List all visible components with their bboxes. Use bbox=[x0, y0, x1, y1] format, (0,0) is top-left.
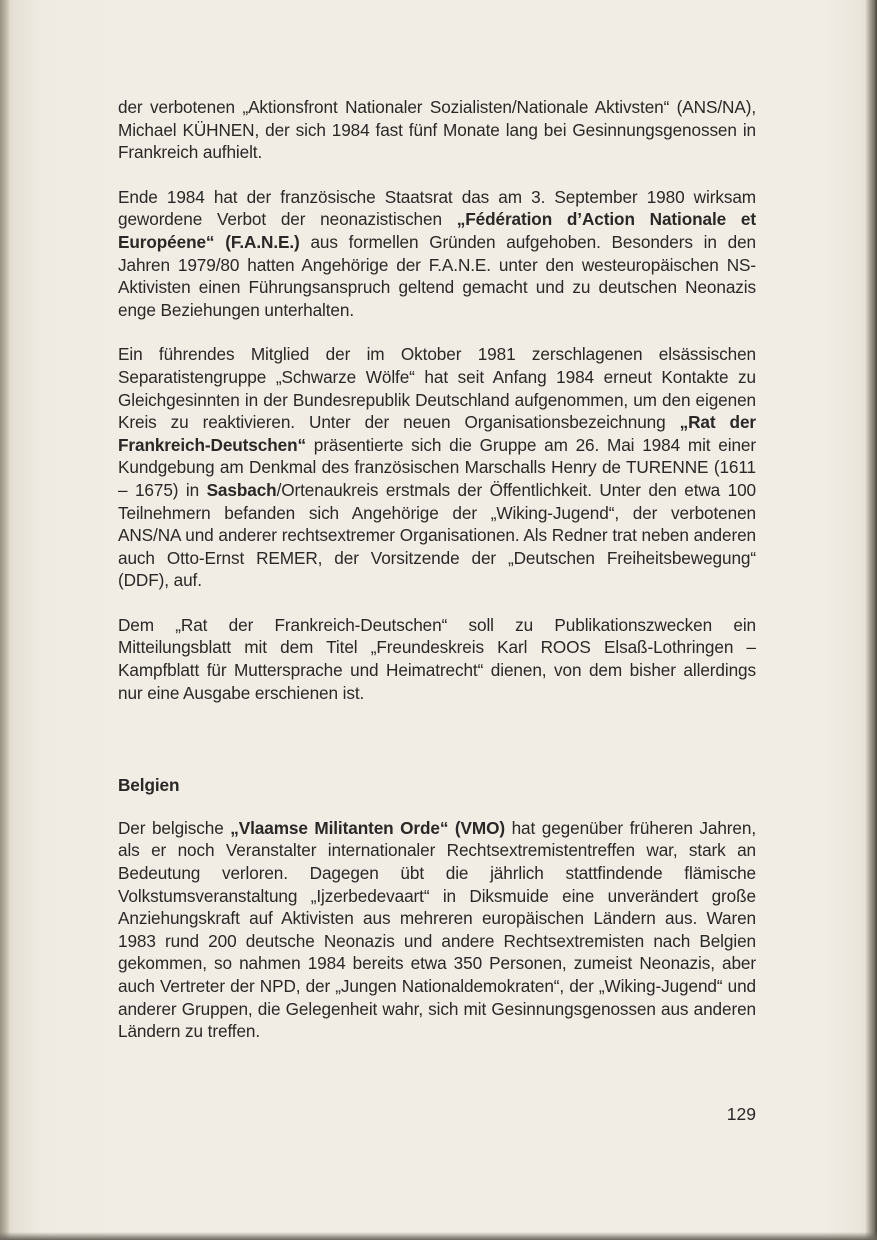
spine-shadow bbox=[0, 0, 10, 1240]
page-edge-right bbox=[865, 0, 877, 1240]
paragraph-belgium: Der belgische „Vlaamse Militanten Orde“ (VMO) hat gegenüber früheren Jahren, als er noch Veranstalter internationaler Rechtsextremistentreffen war, stark an Bedeutung verloren. Dagegen übt die jährlich stattfindende flämische Volkstumsveranstaltung „Ijzerbedevaart“ in Diksmuide eine unverändert große Anziehungskraft auf Aktivisten aus mehreren europäischen Ländern aus. Waren 1983 rund 200 deutsche Neonazis und andere Rechtsextremisten nach Belgien gekommen, so nahmen 1984 bereits etwa 350 Personen, zumeist Neonazis, aber auch Vertreter der NPD, der „Jungen Nationaldemokraten“, der „Wiking-Jugend“ und anderer Gruppen, die Gelegenheit wahr, sich mit Gesinnungsgenossen aus anderen Ländern zu treffen. bbox=[118, 817, 757, 1042]
org-name-vmo: „Vlaamse Militanten Orde“ (VMO) bbox=[230, 817, 506, 838]
paragraph-4: Dem „Rat der Frankreich-Deutschen“ soll zu Publikationszwecken ein Mitteilungsblatt mit dem Titel „Freundeskreis Karl ROOS Elsaß-Lothringen – Kampfblatt für Muttersprache und Heimatrecht“ dienen, von dem bisher allerdings nur eine Ausgabe erschienen ist. bbox=[118, 614, 756, 703]
org-name-rat: „Rat der Frankreich-Deutschen“ bbox=[118, 412, 756, 455]
page-edge-bottom bbox=[0, 1232, 877, 1240]
body-text bbox=[118, 96, 756, 1065]
place-name-sasbach: Sasbach bbox=[206, 479, 277, 500]
paragraph-3: Ein führendes Mitglied der im Oktober 1981 zerschlagenen elsässischen Separatistengruppe „Schwarze Wölfe“ hat seit Anfang 1984 erneut Kontakte zu Gleichgesinnten in der Bundesrepublik Deutschland aufgenommen, um den eigenen Kreis zu reaktivieren. Unter der neuen Organisationsbezeichnung „Rat der Frankreich-Deutschen“ präsentierte sich die Gruppe am 26. Mai 1984 mit einer Kundgebung am Denkmal des französischen Marschalls Henry de TURENNE (1611 – 1675) in Sasbach/Ortenaukreis erstmals der Öffentlichkeit. Unter den etwa 100 Teilnehmern befanden sich Angehörige der „Wiking-Jugend“, der verbotenen ANS/NA und anderer rechtsextremer Organisationen. Als Redner trat neben anderen auch Otto-Ernst REMER, der Vorsitzende der „Deutschen Freiheitsbewegung“ (DDF), auf. bbox=[118, 344, 757, 591]
page-number: 129 bbox=[726, 1104, 756, 1124]
paragraph-1: der verbotenen „Aktionsfront Nationaler Sozialisten/Nationale Aktivsten“ (ANS/NA), Michael KÜHNEN, der sich 1984 fast fünf Monate lang bei Gesinnungsgenossen in Frankreich aufhielt. bbox=[118, 97, 756, 163]
paragraph-2: Ende 1984 hat der französische Staatsrat das am 3. September 1980 wirksam gewordene Verbot der neonazistischen „Fédération d’Action Nationale et Européene“ (F.A.N.E.) aus formellen Gründen aufgehoben. Besonders in den Jahren 1979/80 hatten Angehörige der F.A.N.E. unter den westeuropäischen NS-Aktivisten einen Führungsanspruch geltend gemacht und zu deutschen Neonazis enge Beziehungen unterhalten. bbox=[118, 186, 756, 320]
section-heading: Belgien bbox=[118, 775, 180, 796]
org-name-fane: „Fédération d’Action Nationale et Européene“ (F.A.N.E.) bbox=[118, 209, 756, 252]
